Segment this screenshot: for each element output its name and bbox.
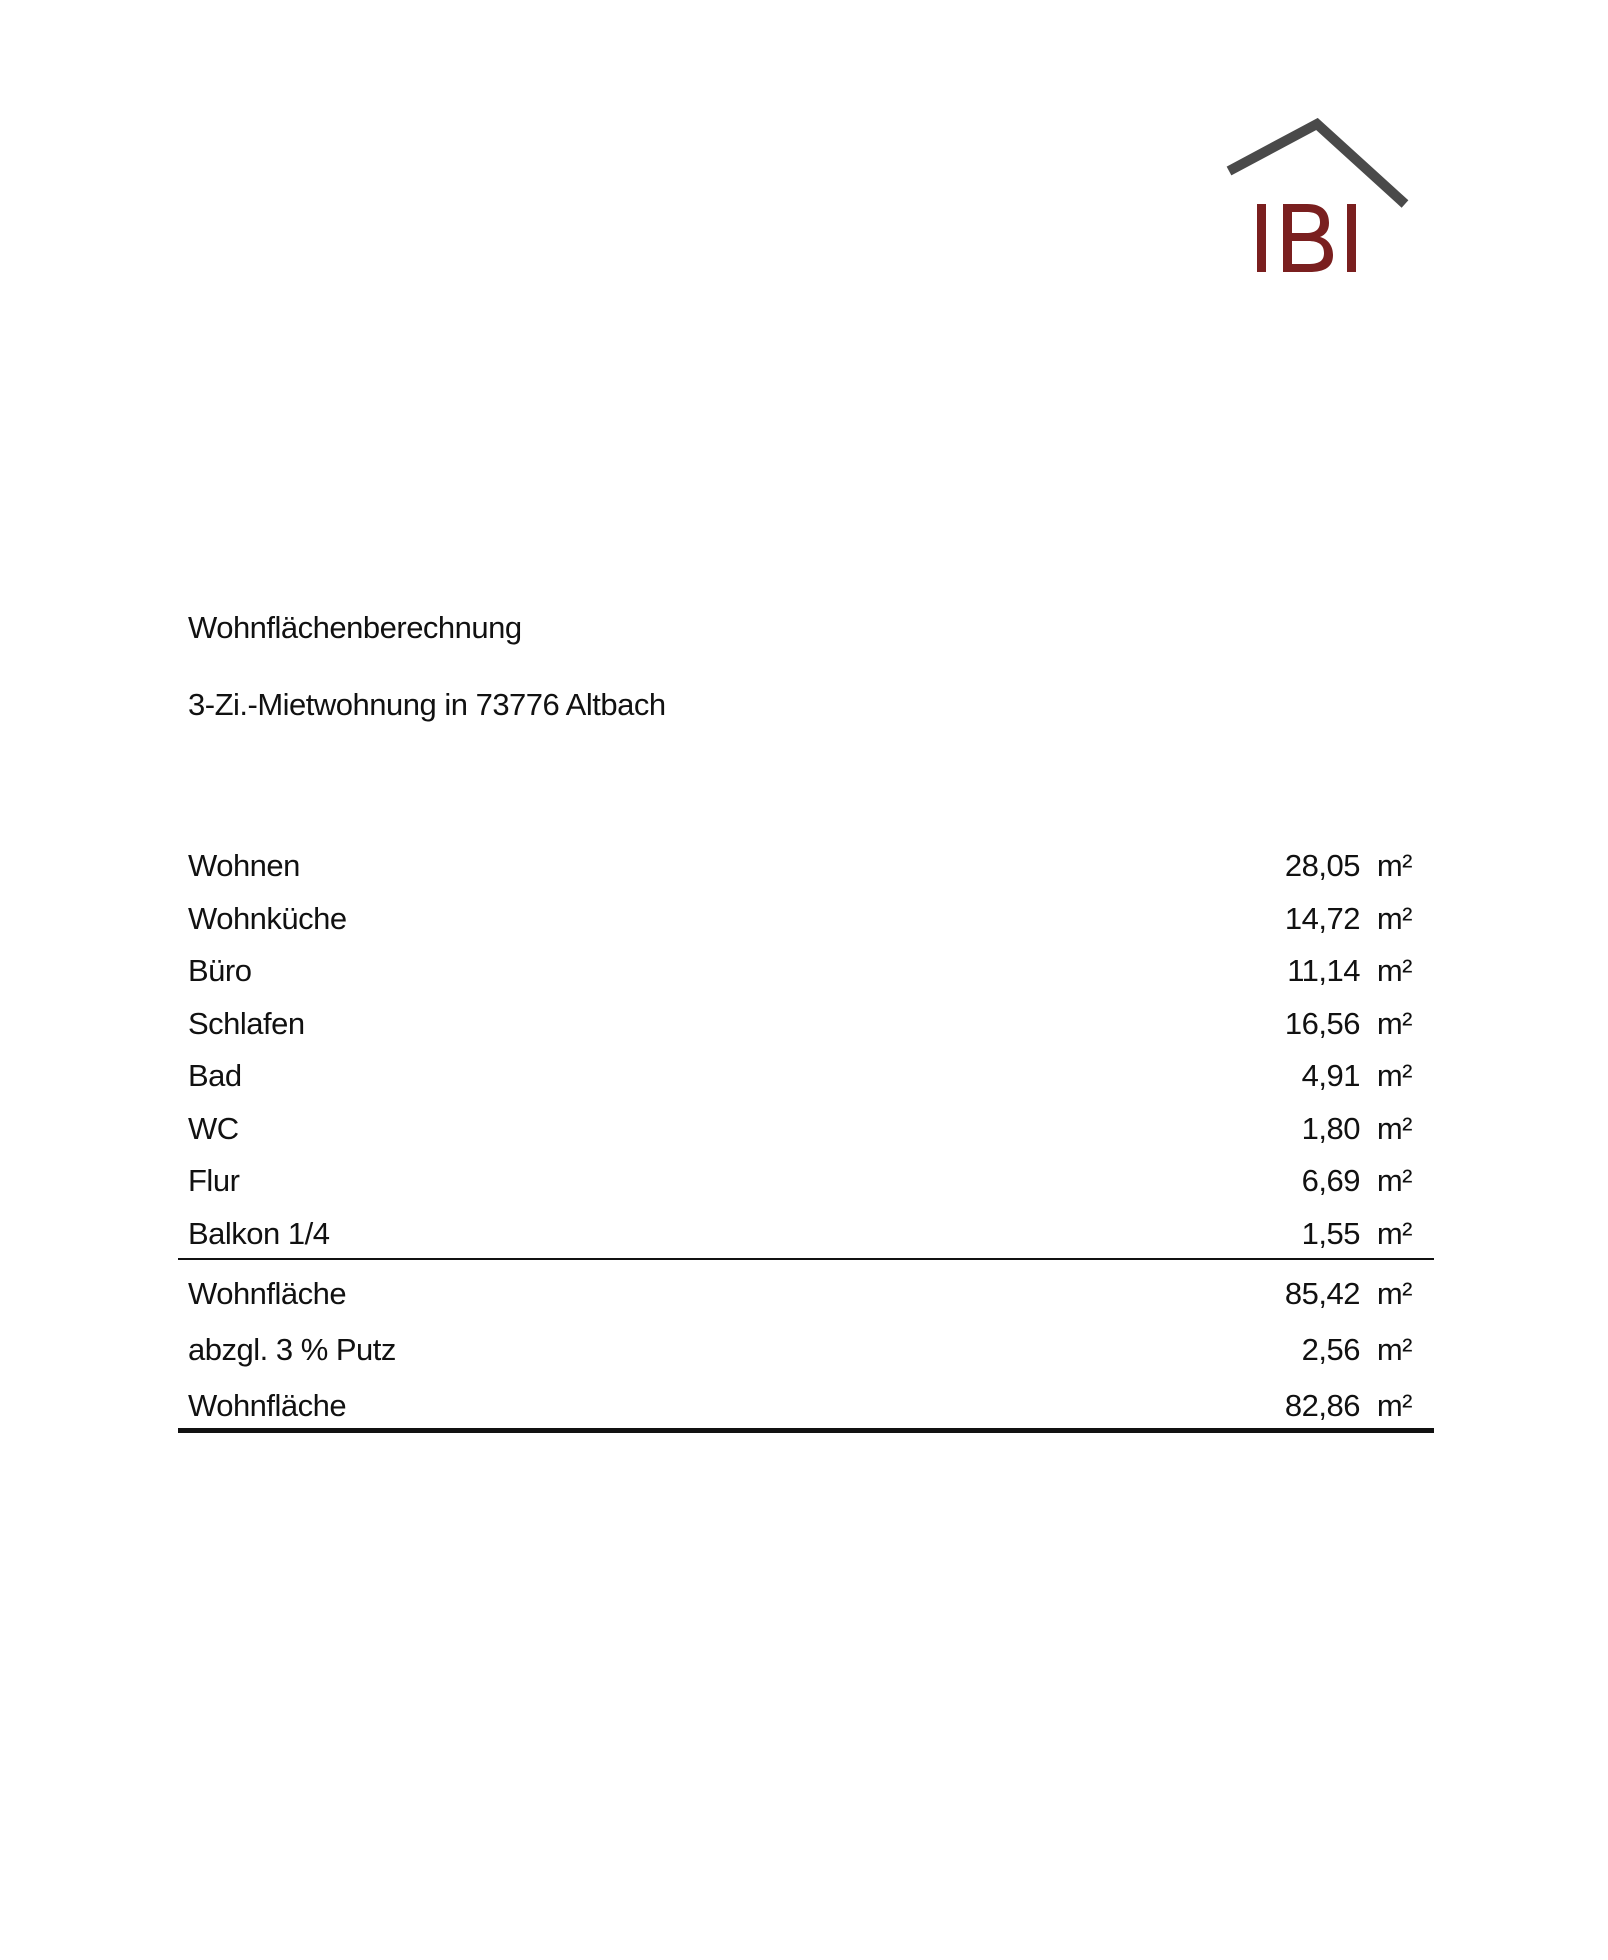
room-area-value: 11,14 (1287, 953, 1360, 988)
room-label: Balkon 1/4 (188, 1215, 330, 1251)
room-area-value: 6,69 (1301, 1163, 1360, 1198)
area-unit: m² (1376, 848, 1412, 883)
house-roof-logo-icon (1225, 118, 1410, 278)
deduction-row (178, 1322, 1434, 1378)
area-calculation-table (178, 838, 1434, 1433)
document-subtitle: 3-Zi.-Mietwohnung in 73776 Altbach (188, 687, 666, 722)
summary-value: 82,86 (1284, 1388, 1360, 1423)
room-label: Büro (188, 953, 252, 988)
summary-label: abzgl. 3 % Putz (188, 1332, 396, 1367)
room-area-value: 16,56 (1284, 1005, 1360, 1041)
room-label: WC (188, 1110, 239, 1146)
room-row (178, 838, 1434, 891)
company-logo (1225, 118, 1410, 278)
room-label: Bad (188, 1058, 242, 1093)
total-row (178, 1378, 1434, 1434)
room-area-value: 1,80 (1301, 1110, 1360, 1146)
room-area-value: 28,05 (1284, 848, 1360, 883)
room-row (178, 1101, 1434, 1154)
area-unit: m² (1376, 953, 1412, 988)
area-unit: m² (1376, 1332, 1412, 1367)
subtotal-divider (178, 1258, 1434, 1260)
summary-list (178, 1266, 1434, 1434)
room-area-value: 14,72 (1284, 900, 1360, 936)
summary-label: Wohnfläche (188, 1276, 347, 1311)
summary-value: 85,42 (1284, 1276, 1360, 1311)
room-area-value: 4,91 (1301, 1058, 1360, 1093)
room-row (178, 943, 1434, 996)
room-row (178, 996, 1434, 1049)
area-unit: m² (1376, 900, 1412, 936)
area-unit: m² (1376, 1215, 1412, 1251)
document-title: Wohnflächenberechnung (188, 610, 522, 645)
area-unit: m² (1376, 1005, 1412, 1041)
room-row (178, 1206, 1434, 1259)
room-row (178, 1153, 1434, 1206)
room-label: Wohnküche (188, 900, 347, 936)
area-unit: m² (1376, 1058, 1412, 1093)
room-area-value: 1,55 (1301, 1215, 1360, 1251)
room-list (178, 838, 1434, 1258)
area-unit: m² (1376, 1110, 1412, 1146)
summary-label: Wohnfläche (188, 1388, 347, 1423)
room-label: Wohnen (188, 848, 300, 883)
room-label: Flur (188, 1163, 240, 1198)
area-unit: m² (1376, 1388, 1412, 1423)
summary-value: 2,56 (1301, 1332, 1360, 1367)
room-label: Schlafen (188, 1005, 305, 1041)
subtotal-row (178, 1266, 1434, 1322)
area-unit: m² (1376, 1276, 1412, 1311)
room-row (178, 891, 1434, 944)
area-unit: m² (1376, 1163, 1412, 1198)
room-row (178, 1048, 1434, 1101)
